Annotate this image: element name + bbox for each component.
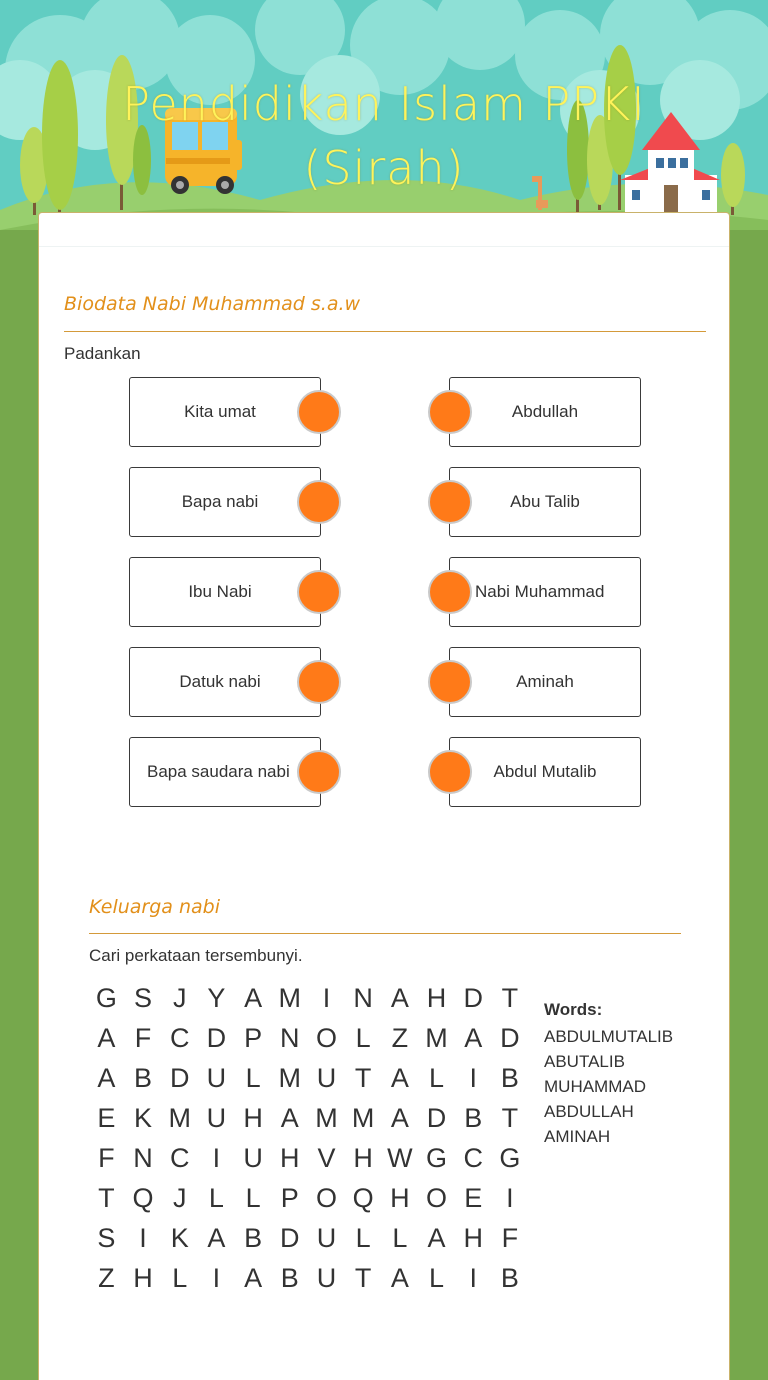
- word-search-letter[interactable]: D: [206, 1023, 227, 1053]
- match-connector-dot-right[interactable]: [428, 750, 472, 794]
- word-search-row: [88, 1258, 528, 1298]
- match-connector-dot-right[interactable]: [428, 570, 472, 614]
- match-left-label: Kita umat: [184, 402, 256, 421]
- section-divider: [64, 331, 706, 332]
- word-search-letter[interactable]: D: [280, 1223, 300, 1253]
- match-connector-dot-right[interactable]: [428, 480, 472, 524]
- match-connector-dot-left[interactable]: [297, 750, 341, 794]
- word-search-letter[interactable]: A: [97, 1063, 116, 1093]
- word-search-letter[interactable]: B: [134, 1063, 153, 1093]
- background-left: [0, 230, 40, 1380]
- match-connector-dot-left[interactable]: [297, 480, 341, 524]
- word-search-letter[interactable]: H: [390, 1183, 410, 1213]
- word-item: ABDULMUTALIB: [544, 1027, 674, 1046]
- word-search-letter[interactable]: I: [322, 983, 331, 1013]
- match-left-label: Bapa saudara nabi: [147, 762, 290, 781]
- match-right-box[interactable]: [449, 557, 641, 627]
- word-search-letter[interactable]: D: [426, 1103, 447, 1133]
- match-right-label: Aminah: [516, 672, 574, 691]
- word-search-letter[interactable]: A: [280, 1103, 299, 1133]
- word-item: ABDULLAH: [544, 1102, 634, 1121]
- word-search-letter[interactable]: O: [426, 1183, 448, 1213]
- word-search-letter[interactable]: L: [355, 1223, 371, 1253]
- word-search-letter[interactable]: F: [501, 1223, 519, 1253]
- word-search-letter[interactable]: L: [172, 1263, 188, 1293]
- word-search-letter[interactable]: P: [244, 1023, 263, 1053]
- word-search-letter[interactable]: T: [354, 1063, 372, 1093]
- match-connector-dot-left[interactable]: [297, 390, 341, 434]
- word-search-letter[interactable]: H: [353, 1143, 373, 1173]
- word-search-letter[interactable]: L: [245, 1183, 261, 1213]
- word-search-letter[interactable]: C: [463, 1143, 483, 1173]
- instruction-padankan: Padankan: [64, 344, 141, 363]
- word-search-letter[interactable]: E: [464, 1183, 483, 1213]
- word-search-letter[interactable]: W: [387, 1143, 413, 1173]
- word-search-letter[interactable]: A: [390, 983, 409, 1013]
- word-item: MUHAMMAD: [544, 1077, 646, 1096]
- word-search-letter[interactable]: M: [278, 983, 302, 1013]
- word-search-letter[interactable]: G: [426, 1143, 448, 1173]
- match-right-label: Abdul Mutalib: [493, 762, 597, 781]
- word-search-letter[interactable]: T: [501, 983, 519, 1013]
- words-list-title: Words:: [544, 1000, 603, 1019]
- match-right-box[interactable]: [449, 647, 641, 717]
- word-search-letter[interactable]: D: [463, 983, 483, 1013]
- word-search-row: [88, 1098, 528, 1138]
- word-search-letter[interactable]: A: [427, 1223, 446, 1253]
- word-item: AMINAH: [544, 1127, 611, 1146]
- word-search-letter[interactable]: G: [499, 1143, 521, 1173]
- word-search-letter[interactable]: D: [500, 1023, 520, 1053]
- word-search-letter[interactable]: A: [207, 1223, 226, 1253]
- word-search-letter[interactable]: H: [133, 1263, 153, 1293]
- word-search-letter[interactable]: U: [316, 1263, 337, 1293]
- word-search-letter[interactable]: Z: [391, 1023, 409, 1053]
- word-search-letter[interactable]: B: [500, 1263, 519, 1293]
- word-search-letter[interactable]: V: [317, 1143, 336, 1173]
- match-connector-dot-right[interactable]: [428, 660, 472, 704]
- word-search-letter[interactable]: L: [355, 1023, 371, 1053]
- word-search-letter[interactable]: N: [133, 1143, 153, 1173]
- word-search-letter[interactable]: U: [243, 1143, 263, 1173]
- word-search-letter[interactable]: L: [392, 1223, 408, 1253]
- page-title: Pendidikan Islam PPKI (Sirah): [122, 77, 646, 195]
- match-right-box[interactable]: [449, 467, 641, 537]
- word-search-row: [88, 1138, 528, 1178]
- word-search-letter[interactable]: Q: [352, 1183, 374, 1213]
- word-search-letter[interactable]: U: [206, 1063, 227, 1093]
- word-search-letter[interactable]: G: [95, 983, 117, 1013]
- word-search-letter[interactable]: P: [280, 1183, 299, 1213]
- word-search-letter[interactable]: J: [172, 983, 187, 1013]
- word-search-row: [88, 1218, 528, 1258]
- word-search-letter[interactable]: T: [354, 1263, 372, 1293]
- word-search-letter[interactable]: U: [316, 1063, 337, 1093]
- match-left-box[interactable]: [129, 737, 321, 807]
- word-search-letter[interactable]: Y: [207, 983, 226, 1013]
- word-search-letter[interactable]: T: [501, 1103, 519, 1133]
- word-search-letter[interactable]: K: [170, 1223, 189, 1253]
- word-search-letter[interactable]: S: [134, 983, 153, 1013]
- words-list: [544, 1024, 674, 1149]
- word-search-letter[interactable]: L: [245, 1063, 261, 1093]
- word-search-letter[interactable]: M: [168, 1103, 191, 1133]
- word-search-letter[interactable]: U: [206, 1103, 227, 1133]
- word-search-letter[interactable]: F: [98, 1143, 115, 1173]
- word-search-row: [88, 978, 528, 1018]
- word-search-letter[interactable]: H: [243, 1103, 263, 1133]
- word-search-letter[interactable]: Q: [132, 1183, 154, 1213]
- match-right-label: Nabi Muhammad: [475, 582, 605, 601]
- match-left-box[interactable]: [129, 557, 321, 627]
- word-search-letter[interactable]: A: [390, 1103, 409, 1133]
- match-right-box[interactable]: [449, 377, 641, 447]
- match-left-box[interactable]: [129, 467, 321, 537]
- word-search-letter[interactable]: N: [353, 983, 373, 1013]
- word-search-letter[interactable]: M: [425, 1023, 448, 1053]
- word-search-letter[interactable]: M: [315, 1103, 338, 1133]
- word-search-letter[interactable]: M: [278, 1063, 302, 1093]
- section-title-keluarga: Keluarga nabi: [89, 896, 221, 918]
- word-search-row: [88, 1178, 528, 1218]
- word-search-letter[interactable]: I: [139, 1223, 147, 1253]
- word-search-letter[interactable]: L: [208, 1183, 224, 1213]
- word-search-letter[interactable]: D: [169, 1063, 190, 1093]
- word-search-letter[interactable]: C: [169, 1143, 190, 1173]
- word-search-letter[interactable]: S: [97, 1223, 116, 1253]
- match-left-label: Datuk nabi: [179, 672, 261, 691]
- word-search-letter[interactable]: Z: [98, 1263, 115, 1293]
- word-search-letter[interactable]: F: [134, 1023, 152, 1053]
- word-search-letter[interactable]: A: [244, 1263, 263, 1293]
- word-search-letter[interactable]: E: [97, 1103, 116, 1133]
- word-search-row: [88, 1018, 528, 1058]
- match-right-box[interactable]: [449, 737, 641, 807]
- word-search-letter[interactable]: A: [390, 1263, 409, 1293]
- match-connector-dot-left[interactable]: [297, 570, 341, 614]
- section-title-biodata: Biodata Nabi Muhammad s.a.w: [64, 293, 361, 315]
- match-right-label: Abdullah: [511, 402, 579, 421]
- word-search-letter[interactable]: U: [316, 1223, 337, 1253]
- word-search-letter[interactable]: N: [280, 1023, 300, 1053]
- word-search-letter[interactable]: H: [280, 1143, 300, 1173]
- match-connector-dot-right[interactable]: [428, 390, 472, 434]
- match-right-label: Abu Talib: [510, 492, 580, 511]
- word-search-letter[interactable]: A: [390, 1063, 409, 1093]
- word-search-letter[interactable]: O: [315, 1023, 337, 1053]
- worksheet-top-strip: [39, 213, 729, 247]
- word-search-letter[interactable]: I: [469, 1263, 477, 1293]
- word-search-letter[interactable]: H: [463, 1223, 483, 1253]
- word-search-letter[interactable]: B: [244, 1223, 263, 1253]
- word-search-letter[interactable]: C: [169, 1023, 190, 1053]
- instruction-word-search: Cari perkataan tersembunyi.: [89, 946, 303, 965]
- word-search-letter[interactable]: I: [212, 1263, 221, 1293]
- word-search-letter[interactable]: B: [280, 1263, 299, 1293]
- word-search-letter[interactable]: I: [469, 1063, 477, 1093]
- word-search-letter[interactable]: A: [97, 1023, 116, 1053]
- word-search-letter[interactable]: H: [426, 983, 447, 1013]
- word-search-letter[interactable]: B: [464, 1103, 483, 1133]
- word-search-row: [88, 1058, 528, 1098]
- word-search-letter[interactable]: A: [464, 1023, 483, 1053]
- word-search-letter[interactable]: T: [98, 1183, 115, 1213]
- background-right: [728, 230, 768, 1380]
- match-left-box[interactable]: [129, 647, 321, 717]
- word-search-letter[interactable]: J: [172, 1183, 187, 1213]
- word-search-grid: [88, 978, 528, 1298]
- word-search-letter[interactable]: O: [315, 1183, 337, 1213]
- word-search-letter[interactable]: L: [429, 1063, 445, 1093]
- word-item: ABUTALIB: [544, 1052, 625, 1071]
- word-search-letter[interactable]: I: [506, 1183, 514, 1213]
- match-left-label: Ibu Nabi: [188, 582, 252, 601]
- match-left-label: Bapa nabi: [181, 492, 259, 511]
- word-search-letter[interactable]: A: [244, 983, 263, 1013]
- word-search-letter[interactable]: B: [500, 1063, 519, 1093]
- section-divider: [89, 933, 681, 934]
- word-search-letter[interactable]: K: [134, 1103, 153, 1133]
- match-left-box[interactable]: [129, 377, 321, 447]
- match-connector-dot-left[interactable]: [297, 660, 341, 704]
- word-search-letter[interactable]: M: [351, 1103, 375, 1133]
- word-search-letter[interactable]: L: [429, 1263, 445, 1293]
- word-search-letter[interactable]: I: [212, 1143, 221, 1173]
